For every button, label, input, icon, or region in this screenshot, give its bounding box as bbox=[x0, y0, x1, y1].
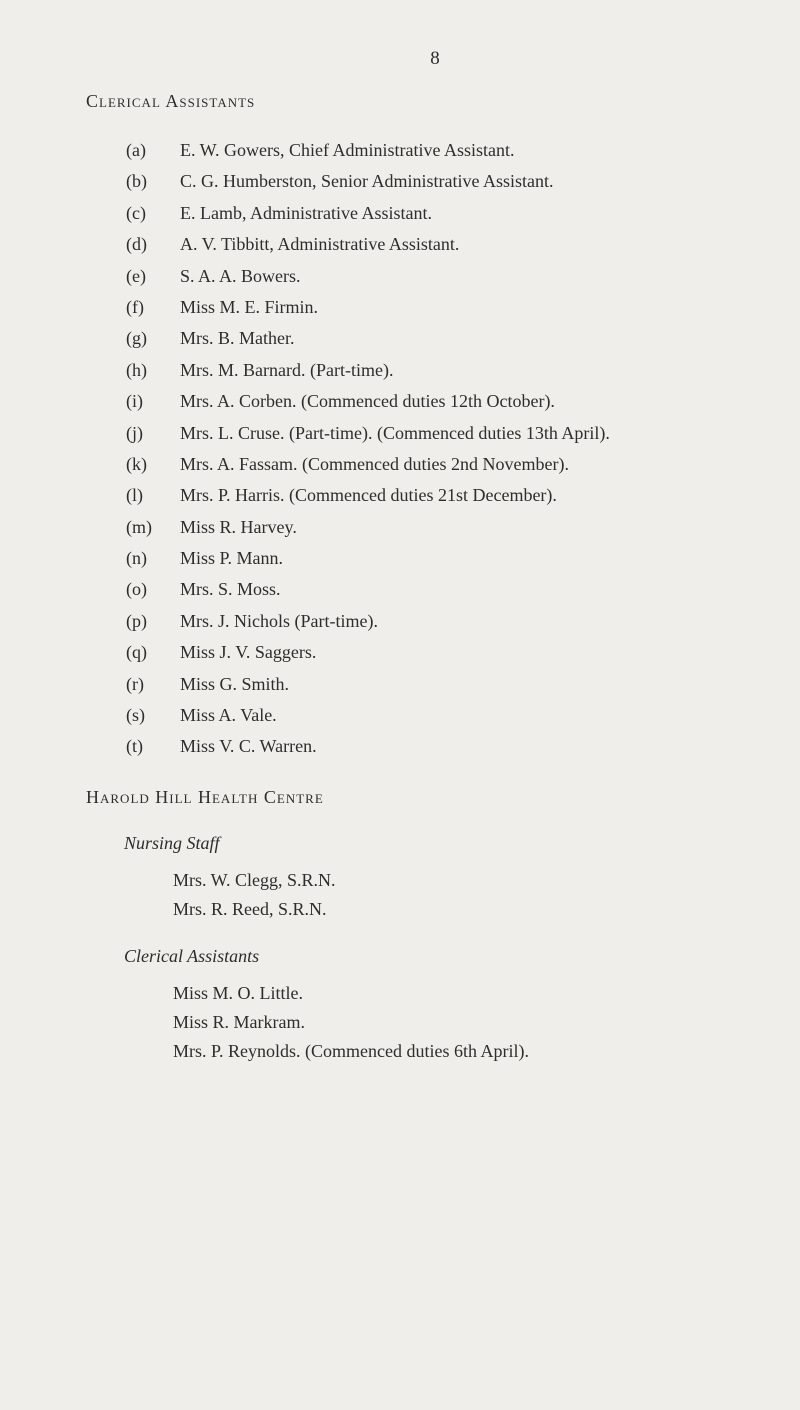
item-letter: (c) bbox=[126, 202, 146, 223]
nursing-staff-heading: Nursing Staff bbox=[124, 833, 220, 853]
harold-hill-clerical-heading: Clerical Assistants bbox=[124, 946, 260, 966]
clerical-assistants-heading: Clerical Assistants bbox=[86, 91, 256, 111]
item-letter: (a) bbox=[126, 140, 146, 160]
item-name: A. V. Tibbitt, Administrative Assistant. bbox=[180, 234, 460, 255]
item-letter: (f) bbox=[126, 296, 144, 317]
item-letter: (j) bbox=[126, 422, 143, 443]
item-letter: (r) bbox=[126, 673, 144, 694]
clerical-staff-member: Miss M. O. Little. bbox=[173, 983, 304, 1003]
nursing-staff-member: Mrs. W. Clegg, S.R.N. bbox=[173, 870, 336, 890]
item-name: Mrs. B. Mather. bbox=[180, 328, 295, 349]
clerical-staff-member: Miss R. Markram. bbox=[173, 1012, 305, 1032]
item-name: Miss A. Vale. bbox=[180, 705, 277, 726]
item-letter: (l) bbox=[126, 485, 143, 506]
item-letter: (o) bbox=[126, 579, 147, 600]
item-letter: (i) bbox=[126, 391, 143, 412]
item-name: E. W. Gowers, Chief Administrative Assistant. bbox=[180, 140, 515, 160]
item-name: Mrs. M. Barnard. (Part-time). bbox=[180, 359, 394, 380]
item-name: E. Lamb, Administrative Assistant. bbox=[180, 202, 432, 223]
nursing-staff-member: Mrs. R. Reed, S.R.N. bbox=[173, 899, 327, 919]
item-name: Mrs. S. Moss. bbox=[180, 579, 281, 600]
item-name: C. G. Humberston, Senior Administrative Assistant. bbox=[180, 171, 554, 192]
item-name: Miss P. Mann. bbox=[180, 548, 284, 569]
item-letter: (g) bbox=[126, 328, 147, 349]
page-number: 8 bbox=[430, 48, 440, 69]
item-letter: (t) bbox=[126, 736, 143, 757]
item-letter: (s) bbox=[126, 705, 145, 726]
harold-hill-heading: Harold Hill Health Centre bbox=[86, 787, 324, 807]
item-name: Miss J. V. Saggers. bbox=[180, 642, 317, 663]
item-name: Mrs. A. Fassam. (Commenced duties 2nd November). bbox=[180, 453, 569, 474]
item-name: Miss G. Smith. bbox=[180, 673, 290, 694]
item-name: Mrs. P. Harris. (Commenced duties 21st December). bbox=[180, 485, 557, 506]
item-letter: (q) bbox=[126, 642, 147, 663]
item-name: S. A. A. Bowers. bbox=[180, 265, 301, 286]
item-letter: (k) bbox=[126, 453, 147, 474]
item-letter: (e) bbox=[126, 265, 146, 286]
item-name: Miss V. C. Warren. bbox=[180, 736, 317, 757]
item-name: Miss R. Harvey. bbox=[180, 516, 297, 537]
item-letter: (n) bbox=[126, 548, 147, 569]
clerical-staff-member: Mrs. P. Reynolds. (Commenced duties 6th April). bbox=[173, 1041, 529, 1061]
item-letter: (b) bbox=[126, 171, 147, 192]
item-name: Mrs. A. Corben. (Commenced duties 12th October). bbox=[180, 391, 555, 412]
item-letter: (p) bbox=[126, 610, 147, 631]
item-letter: (h) bbox=[126, 359, 147, 380]
item-name: Mrs. J. Nichols (Part-time). bbox=[180, 610, 378, 631]
item-name: Mrs. L. Cruse. (Part-time). (Commenced duties 13th April). bbox=[180, 422, 610, 443]
item-letter: (d) bbox=[126, 234, 147, 255]
item-letter: (m) bbox=[126, 516, 152, 537]
item-name: Miss M. E. Firmin. bbox=[180, 296, 319, 317]
